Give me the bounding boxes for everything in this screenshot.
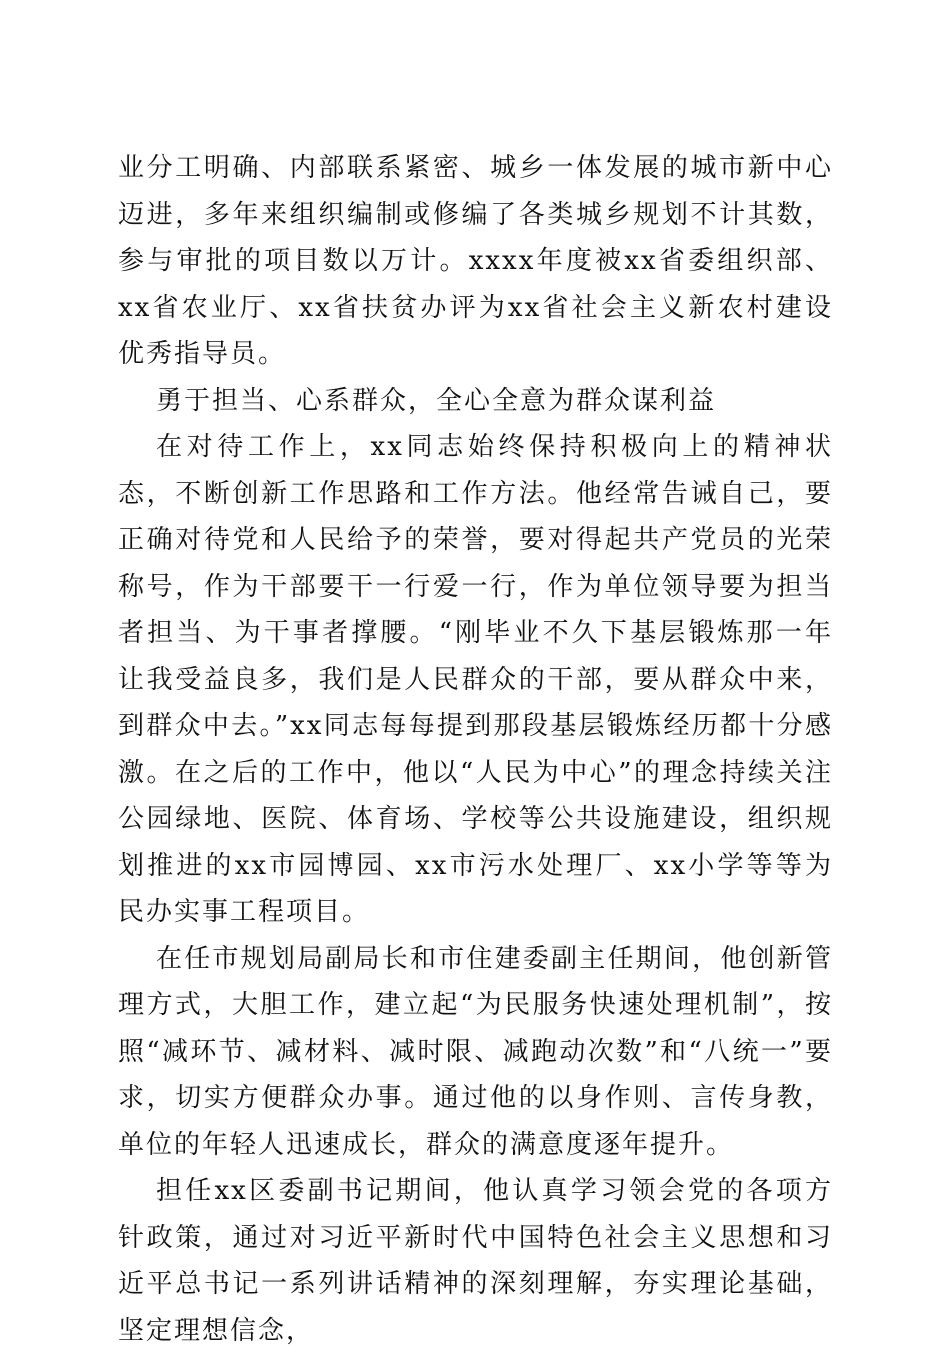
document-body	[118, 145, 833, 1354]
paragraph-planning-bureau: 在任市规划局副局长和市住建委副主任期间，他创新管理方式，大胆工作，建立起“为民服务快速处理机制”，按照“减环节、减材料、减时限、减跑动次数”和“八统一”要求，切实方便群众办事。通过他的以身作则、言传身教，单位的年轻人迅速成长，群众的满意度逐年提升。	[118, 943, 833, 1160]
paragraph-continuation: 业分工明确、内部联系紧密、城乡一体发展的城市新中心迈进，多年来组织编制或修编了各类城乡规划不计其数，参与审批的项目数以万计。xxxx年度被xx省委组织部、xx省农业厅、xx省扶贫办评为xx省社会主义新农村建设优秀指导员。	[118, 153, 833, 369]
section-heading: 勇于担当、心系群众，全心全意为群众谋利益	[156, 385, 717, 416]
paragraph-work-attitude: 在对待工作上，xx同志始终保持积极向上的精神状态，不断创新工作思路和工作方法。他经常告诫自己，要正确对待党和人民给予的荣誉，要对得起共产党员的光荣称号，作为干部要干一行爱一行，作为单位领导要为担当者担当、为干事者撑腰。“刚毕业不久下基层锻炼那一年让我受益良多，我们是人民群众的干部，要从群众中来，到群众中去。”xx同志每每提到那段基层锻炼经历都十分感激。在之后的工作中，他以“人民为中心”的理念持续关注公园绿地、医院、体育场、学校等公共设施建设，组织规划推进的xx市园博园、xx市污水处理厂、xx小学等等为民办实事工程项目。	[118, 432, 833, 927]
paragraph-district-committee: 担任xx区委副书记期间，他认真学习领会党的各项方针政策，通过对习近平新时代中国特色社会主义思想和习近平总书记一系列讲话精神的深刻理解，夯实理论基础，坚定理想信念，	[118, 1176, 833, 1346]
